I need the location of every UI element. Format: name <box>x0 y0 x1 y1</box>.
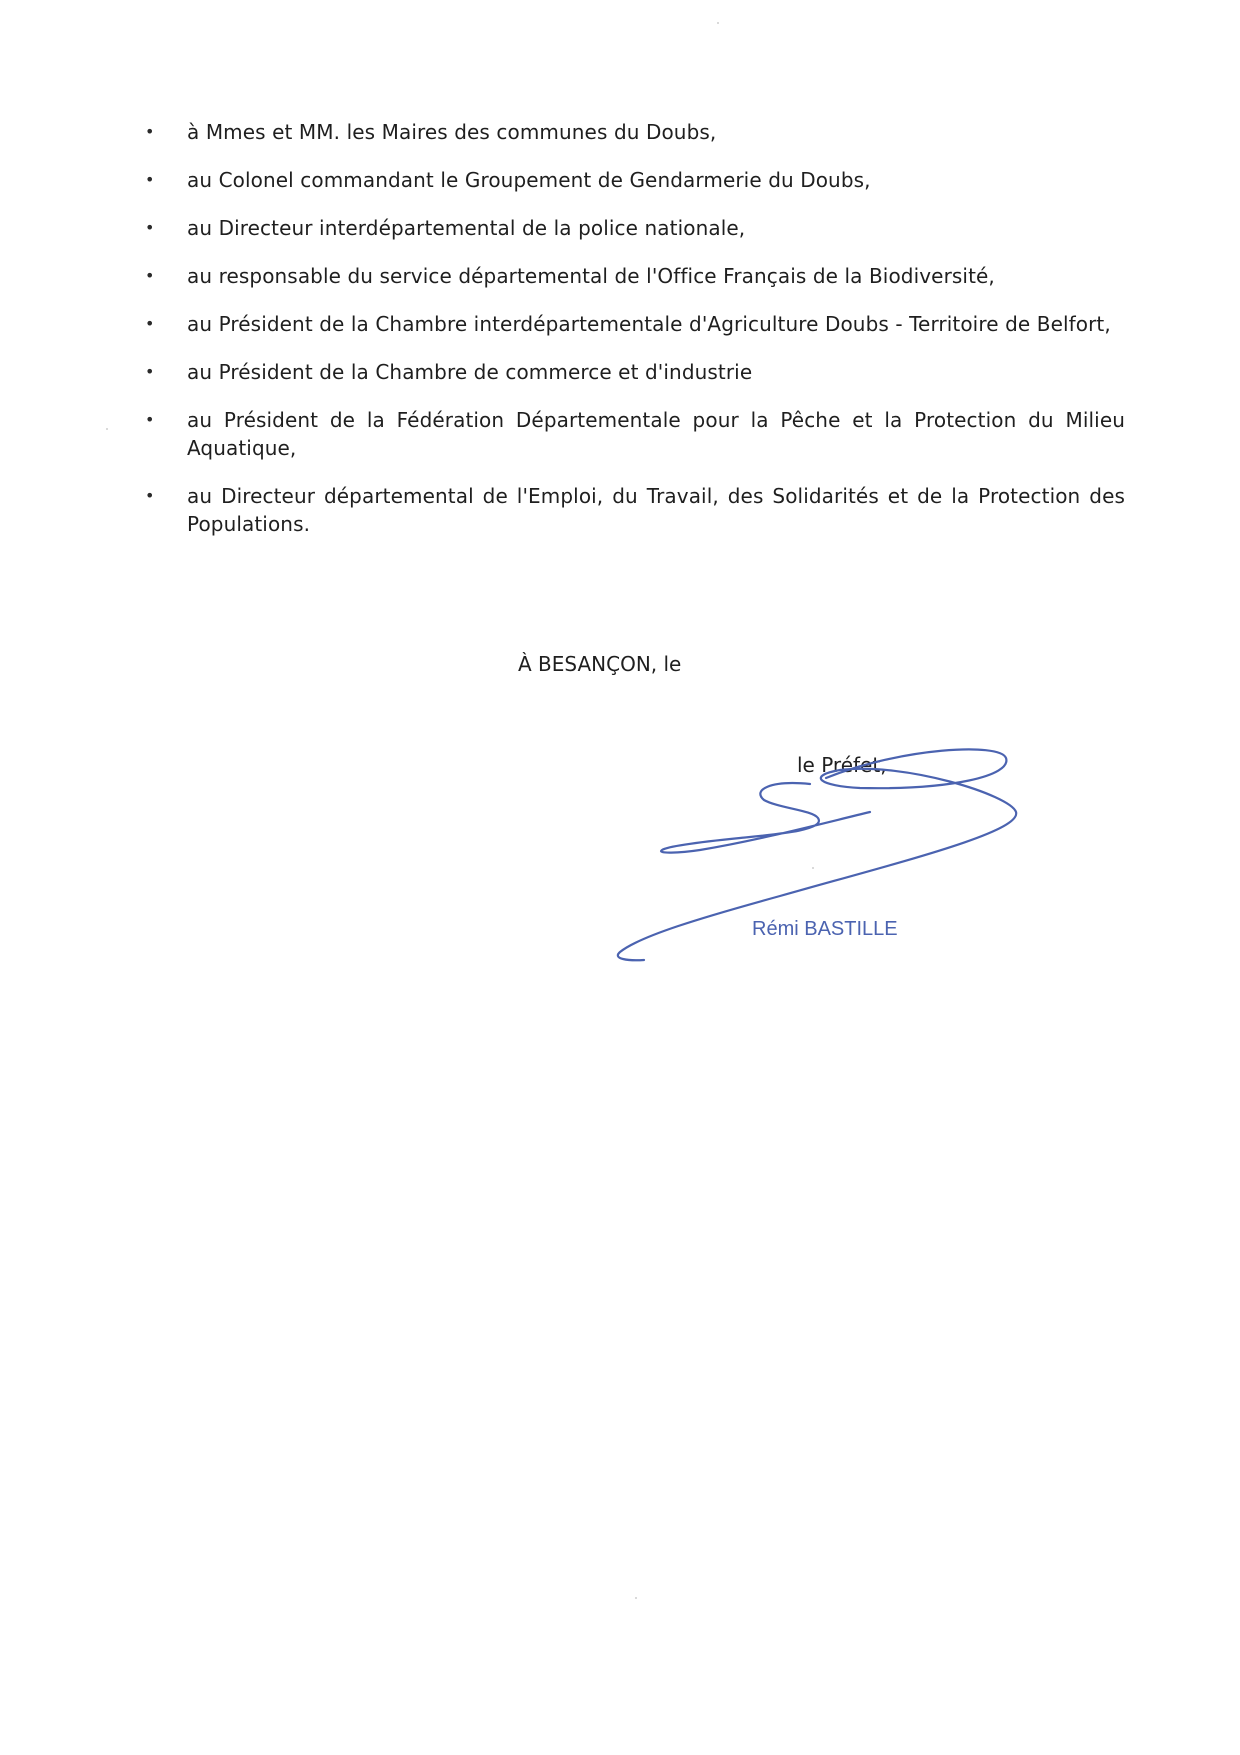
bullet-icon: • <box>145 218 155 237</box>
recipient-item <box>145 166 1125 194</box>
signature-stroke <box>661 783 870 853</box>
recipient-text: au Président de la Chambre de commerce et d'industrie <box>187 360 753 384</box>
bullet-icon: • <box>145 362 155 381</box>
bullet-icon: • <box>145 410 155 429</box>
place-and-date: À BESANÇON, le <box>518 652 682 676</box>
scan-speck <box>106 428 108 430</box>
recipient-item <box>145 358 1125 386</box>
signatory-name: Rémi BASTILLE <box>752 918 898 940</box>
recipient-item <box>145 482 1125 538</box>
scan-speck <box>635 1597 637 1599</box>
recipient-item <box>145 406 1125 462</box>
recipient-text: au Président de la Chambre interdépartementale d'Agriculture Doubs - Territoire de Belfort, <box>187 312 1111 336</box>
recipient-text: au Président de la Fédération Départementale pour la Pêche et la Protection du Milieu Aquatique, <box>187 408 1125 460</box>
recipient-text: au responsable du service départemental de l'Office Français de la Biodiversité, <box>187 264 995 288</box>
recipient-text: au Directeur interdépartemental de la police nationale, <box>187 216 746 240</box>
bullet-icon: • <box>145 170 155 189</box>
scan-speck <box>812 867 814 869</box>
recipient-item <box>145 310 1125 338</box>
recipient-list <box>145 118 1125 558</box>
scan-speck <box>717 22 719 24</box>
recipient-text: à Mmes et MM. les Maires des communes du Doubs, <box>187 120 717 144</box>
recipient-text: au Colonel commandant le Groupement de Gendarmerie du Doubs, <box>187 168 871 192</box>
recipient-item <box>145 118 1125 146</box>
bullet-icon: • <box>145 314 155 333</box>
bullet-icon: • <box>145 266 155 285</box>
recipient-text: au Directeur départemental de l'Emploi, du Travail, des Solidarités et de la Protection des Populations. <box>187 484 1125 536</box>
bullet-icon: • <box>145 486 155 505</box>
signatory-title: le Préfet, <box>797 753 887 777</box>
recipient-item <box>145 214 1125 242</box>
recipient-item <box>145 262 1125 290</box>
bullet-icon: • <box>145 122 155 141</box>
